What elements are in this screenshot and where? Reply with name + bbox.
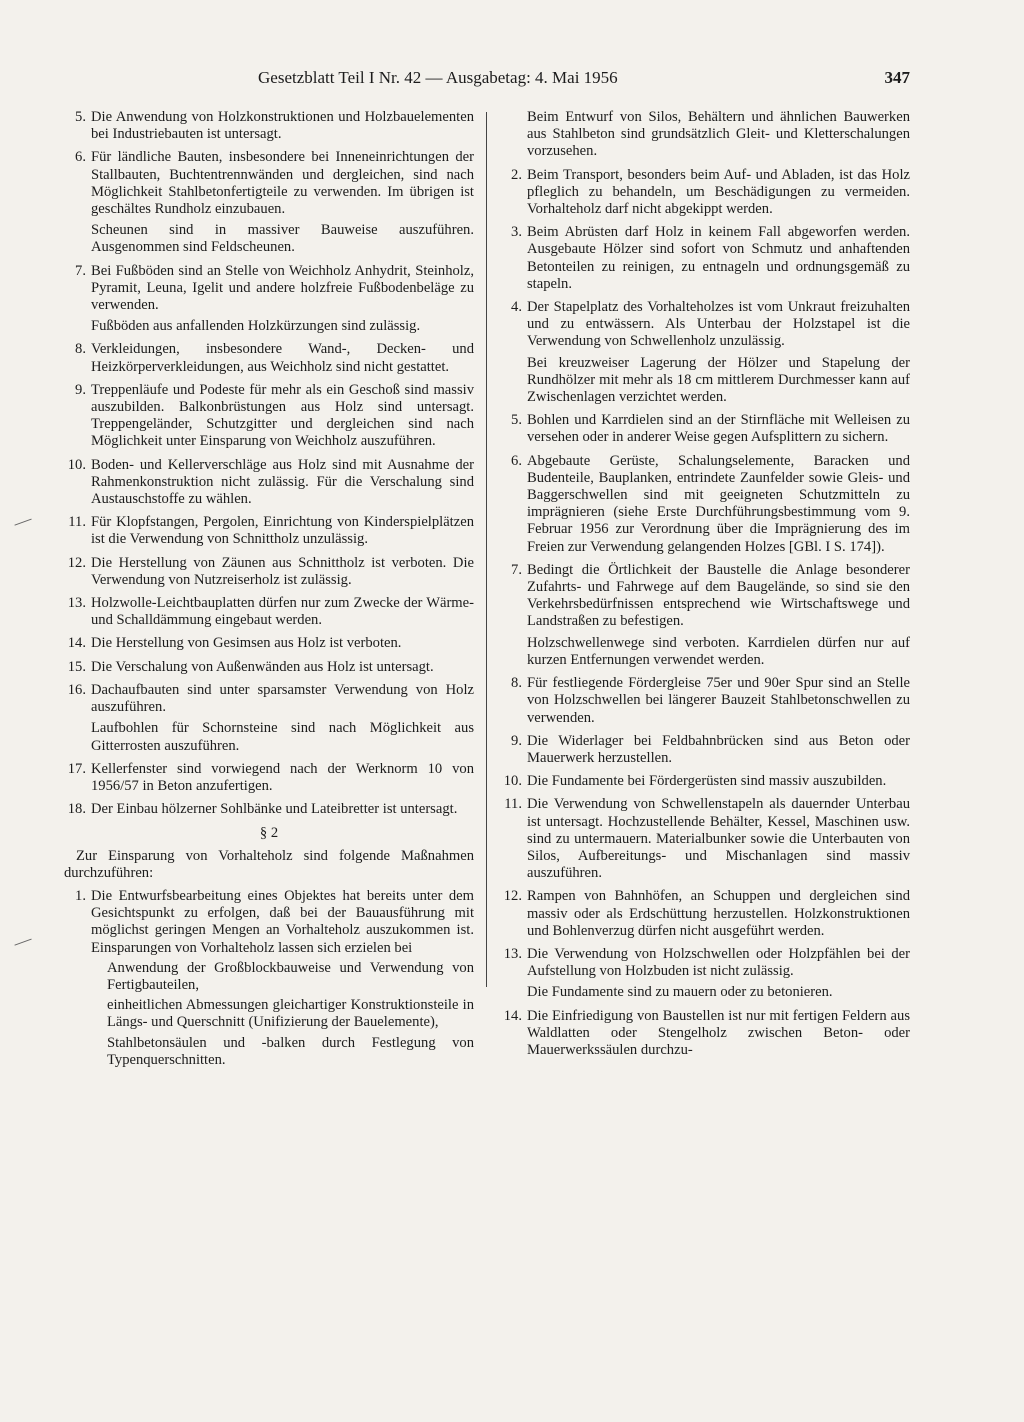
- item-text: Die Entwurfsbearbeitung eines Objektes hat bereits unter dem Gesichtspunkt zu erfolgen, daß bei der Bauausführung mit möglichst geringen Mengen an Vorhalteholz auszukommen ist. Einsparungen von Vorhalteholz lassen sich erzielen bei: [91, 887, 474, 956]
- list-item: [64, 341, 474, 375]
- item-text: Für Klopfstangen, Pergolen, Einrichtung von Kinderspielplätzen ist die Verwendung von Schnittholz unzulässig.: [91, 514, 474, 548]
- header-title: Gesetzblatt Teil I Nr. 42 — Ausgabetag: 4. Mai 1956: [258, 68, 618, 87]
- continuation-paragraph: Beim Entwurf von Silos, Behältern und ähnlichen Bauwerken aus Stahlbeton sind grundsätzlich Gleit- und Kletterschalungen vorzusehen.: [527, 109, 910, 160]
- item-text: Holzwolle-Leichtbauplatten dürfen nur zum Zwecke der Wärme- und Schalldämmung eingebaut werden.: [91, 595, 474, 629]
- item-text: Bedingt die Örtlichkeit der Baustelle die Anlage besonderer Zufahrts- und Fahrwege auf dem Baugelände, so sind sie den Verkehrsbedürfnissen entsprechend wie Wirtschaftswege und Landstraßen zu befestigen.: [527, 561, 910, 630]
- list-item: [500, 224, 910, 293]
- column-divider: [486, 112, 487, 987]
- item-text: Fußböden aus anfallenden Holzkürzungen sind zulässig.: [91, 318, 421, 335]
- item-text: Die Anwendung von Holzkonstruktionen und Holzbauelementen bei Industriebauten ist untersagt.: [91, 109, 474, 143]
- item-text: Holzschwellenwege sind verboten. Karrdielen dürfen nur auf kurzen Entfernungen verwendet werden.: [527, 634, 910, 668]
- item-number: 8.: [75, 341, 86, 358]
- item-number: 10.: [67, 456, 86, 473]
- item-text: Bohlen und Karrdielen sind an der Stirnfläche mit Welleisen zu versehen oder in anderer Weise gegen Aufsplittern zu sichern.: [527, 412, 910, 446]
- item-number: 9.: [75, 381, 86, 398]
- item-text: Dachaufbauten sind unter sparsamster Verwendung von Holz auszuführen.: [91, 681, 474, 716]
- list-item: [500, 796, 910, 882]
- item-number: 2.: [511, 166, 522, 183]
- list-item: [64, 761, 474, 795]
- left-column: [64, 109, 474, 1075]
- item-number: 16.: [67, 681, 86, 698]
- item-text: Die Fundamente sind zu mauern oder zu betonieren.: [527, 984, 833, 1001]
- item-text: Treppenläufe und Podeste für mehr als ein Geschoß sind massiv auszubilden. Balkonbrüstungen aus Holz sind untersagt. Treppengeländer, Schutzgitter und dergleichen sind nach Möglichkeit unter Einsparung von Weichholz auszuführen.: [91, 381, 474, 450]
- item-subtext: Anwendung der Großblockbauweise und Verwendung von Fertigbauteilen,: [107, 959, 474, 993]
- list-item: [64, 382, 474, 451]
- item-number: 7.: [75, 262, 86, 279]
- item-number: 6.: [511, 452, 522, 469]
- list-item: [64, 457, 474, 509]
- item-text: Der Stapelplatz des Vorhalteholzes ist vom Unkraut freizuhalten und zu entwässern. Als Unterbau der Holzstapel ist die Verwendung von Schwellenholz unzulässig.: [527, 299, 910, 350]
- list-item: [500, 773, 910, 790]
- item-number: 14.: [67, 635, 86, 652]
- item-text: Die Herstellung von Zäunen aus Schnittholz ist verboten. Die Verwendung von Nutzreiserholz ist zulässig.: [91, 554, 474, 588]
- item-text: Für festliegende Fördergleise 75er und 90er Spur sind an Stelle von Holzschwellen bei längerer Bauzeit Stahlbetonschwellen zu verwenden.: [527, 675, 910, 726]
- list-item: [64, 682, 474, 755]
- list-item: [500, 562, 910, 669]
- list-item: [500, 675, 910, 727]
- list-item: [500, 167, 910, 219]
- item-number: 15.: [67, 658, 86, 675]
- item-text: Bei Fußböden sind an Stelle von Weichholz Anhydrit, Steinholz, Pyramit, Leuna, Igelit und andere holzfreie Fußbodenbeläge zu verwenden.: [91, 262, 474, 314]
- item-text: Die Verwendung von Schwellenstapeln als dauernder Unterbau ist untersagt. Hochzustellende Behälter, Kessel, Maschinen usw. sind zu untermauern. Materialbunker sowie die Unterbauten von Silos, Aufbereitungs- und Mischanlagen sind massiv auszuführen.: [527, 796, 910, 882]
- item-number: 5.: [75, 109, 86, 125]
- item-number: 5.: [511, 412, 522, 429]
- page-number: 347: [884, 68, 910, 87]
- list-item: [64, 888, 474, 1069]
- list-item: [64, 109, 474, 143]
- section-intro: Zur Einsparung von Vorhalteholz sind folgende Maßnahmen durchzuführen:: [64, 847, 474, 881]
- list-item: [500, 946, 910, 1002]
- item-number: 3.: [511, 224, 522, 241]
- item-text: Die Verwendung von Holzschwellen oder Holzpfählen bei der Aufstellung von Holzbuden ist nicht zulässig.: [527, 945, 910, 980]
- item-text: Der Einbau hölzerner Sohlbänke und Lateibretter ist untersagt.: [91, 801, 458, 818]
- item-text: Rampen von Bahnhöfen, an Schuppen und dergleichen sind massiv oder als Erdschüttung herzustellen. Holzkonstruktionen und Bohlenverzug dürfen nicht ausgeführt werden.: [527, 888, 910, 939]
- item-number: 12.: [503, 888, 522, 905]
- list-item: [500, 412, 910, 446]
- item-text: Beim Transport, besonders beim Auf- und Abladen, ist das Holz pfleglich zu behandeln, um Beschädigungen zu vermeiden. Vorhalteholz darf nicht abgekippt werden.: [527, 166, 910, 218]
- item-number: 17.: [67, 760, 86, 777]
- item-number: 13.: [67, 595, 86, 612]
- item-number: 12.: [67, 554, 86, 571]
- item-number: 18.: [67, 801, 86, 818]
- item-number: 7.: [511, 561, 522, 578]
- item-text: Abgebaute Gerüste, Schalungselemente, Baracken und Budenteile, Bauplanken, entrindete Zaunfelder sowie Gleis- und Baggerschwellen sind mit geeigneten Schutzmitteln zu imprägnieren (siehe Erste Durchführungsbestimmung vom 9. Februar 1956 zur Verordnung über die Imprägnierung des im Freien zur Verwendung gelangenden Holzes [GBl. I S. 174]).: [527, 452, 910, 555]
- item-number: 11.: [68, 514, 86, 531]
- item-number: 4.: [511, 299, 522, 316]
- item-text: Laufbohlen für Schornsteine sind nach Möglichkeit aus Gitterrosten auszuführen.: [91, 720, 474, 754]
- list-item: [500, 299, 910, 406]
- item-number: 13.: [503, 945, 522, 962]
- item-text: Die Einfriedigung von Baustellen ist nur mit fertigen Feldern aus Waldlatten oder Stengelholz zwischen Beton- oder Mauerwerkssäulen durchzu-: [527, 1007, 910, 1058]
- item-text: Die Widerlager bei Feldbahnbrücken sind aus Beton oder Mauerwerk herzustellen.: [527, 732, 910, 766]
- list-item: [64, 149, 474, 256]
- item-text: Die Herstellung von Gesimsen aus Holz ist verboten.: [91, 635, 402, 652]
- list-item: [500, 1008, 910, 1060]
- item-text: Die Verschalung von Außenwänden aus Holz ist untersagt.: [91, 658, 434, 675]
- list-item: [64, 659, 474, 676]
- item-number: 14.: [503, 1007, 522, 1024]
- item-text: Für ländliche Bauten, insbesondere bei Inneneinrichtungen der Stallbauten, Buchtentrennwänden und dergleichen, sind nach Möglichkeit Stahlbetonfertigteile zu verwenden. Im übrigen ist geschältes Rundholz einzubauen.: [91, 149, 474, 218]
- item-number: 9.: [511, 732, 522, 749]
- list-item: [64, 595, 474, 629]
- list-item: [64, 514, 474, 548]
- list-item: [64, 555, 474, 589]
- list-item: [500, 888, 910, 940]
- list-item: [64, 801, 474, 818]
- right-item-list: [500, 167, 910, 1060]
- item-number: 6.: [75, 149, 86, 166]
- list-item: [64, 635, 474, 652]
- right-column: [500, 109, 910, 1065]
- item-text: Kellerfenster sind vorwiegend nach der Werknorm 10 von 1956/57 in Beton anzufertigen.: [91, 760, 474, 794]
- item-subtext: einheitlichen Abmessungen gleichartiger Konstruktionsteile in Längs- und Querschnitt (Unifizierung der Bauelemente),: [107, 997, 474, 1031]
- page-header: [258, 68, 910, 88]
- item-text: Verkleidungen, insbesondere Wand-, Decken- und Heizkörperverkleidungen, aus Weichholz sind nicht gestattet.: [91, 341, 474, 375]
- item-number: 11.: [504, 796, 522, 813]
- item-text: Boden- und Kellerverschläge aus Holz sind mit Ausnahme der Rahmenkonstruktion nicht zulässig. Für die Verschalung sind Austauschstoffe zu wählen.: [91, 456, 474, 508]
- margin-mark: [10, 507, 31, 525]
- list-item: [500, 453, 910, 556]
- item-text: Bei kreuzweiser Lagerung der Hölzer und Stapelung der Rundhölzer mit mehr als 18 cm mittlerem Durchmesser kann auf Zwischenlagen verzichtet werden.: [527, 354, 910, 406]
- item-subtext: Stahlbetonsäulen und -balken durch Festlegung von Typenquerschnitten.: [107, 1034, 474, 1068]
- left-item-list: [64, 109, 474, 818]
- item-number: 1.: [75, 887, 86, 904]
- item-text: Die Fundamente bei Fördergerüsten sind massiv auszubilden.: [527, 773, 887, 790]
- item-number: 8.: [511, 675, 522, 692]
- section-heading: § 2: [259, 825, 279, 842]
- item-text: Scheunen sind in massiver Bauweise auszuführen. Ausgenommen sind Feldscheunen.: [91, 222, 474, 256]
- margin-mark: [10, 927, 31, 945]
- list-item: [64, 263, 474, 336]
- item-text: Beim Abrüsten darf Holz in keinem Fall abgeworfen werden. Ausgebaute Hölzer sind sofort von Schmutz und anhaftenden Betonteilen zu reinigen, zu entnageln und ordnungsgemäß zu stapeln.: [527, 224, 910, 292]
- list-item: [500, 733, 910, 767]
- item-number: 10.: [503, 773, 522, 790]
